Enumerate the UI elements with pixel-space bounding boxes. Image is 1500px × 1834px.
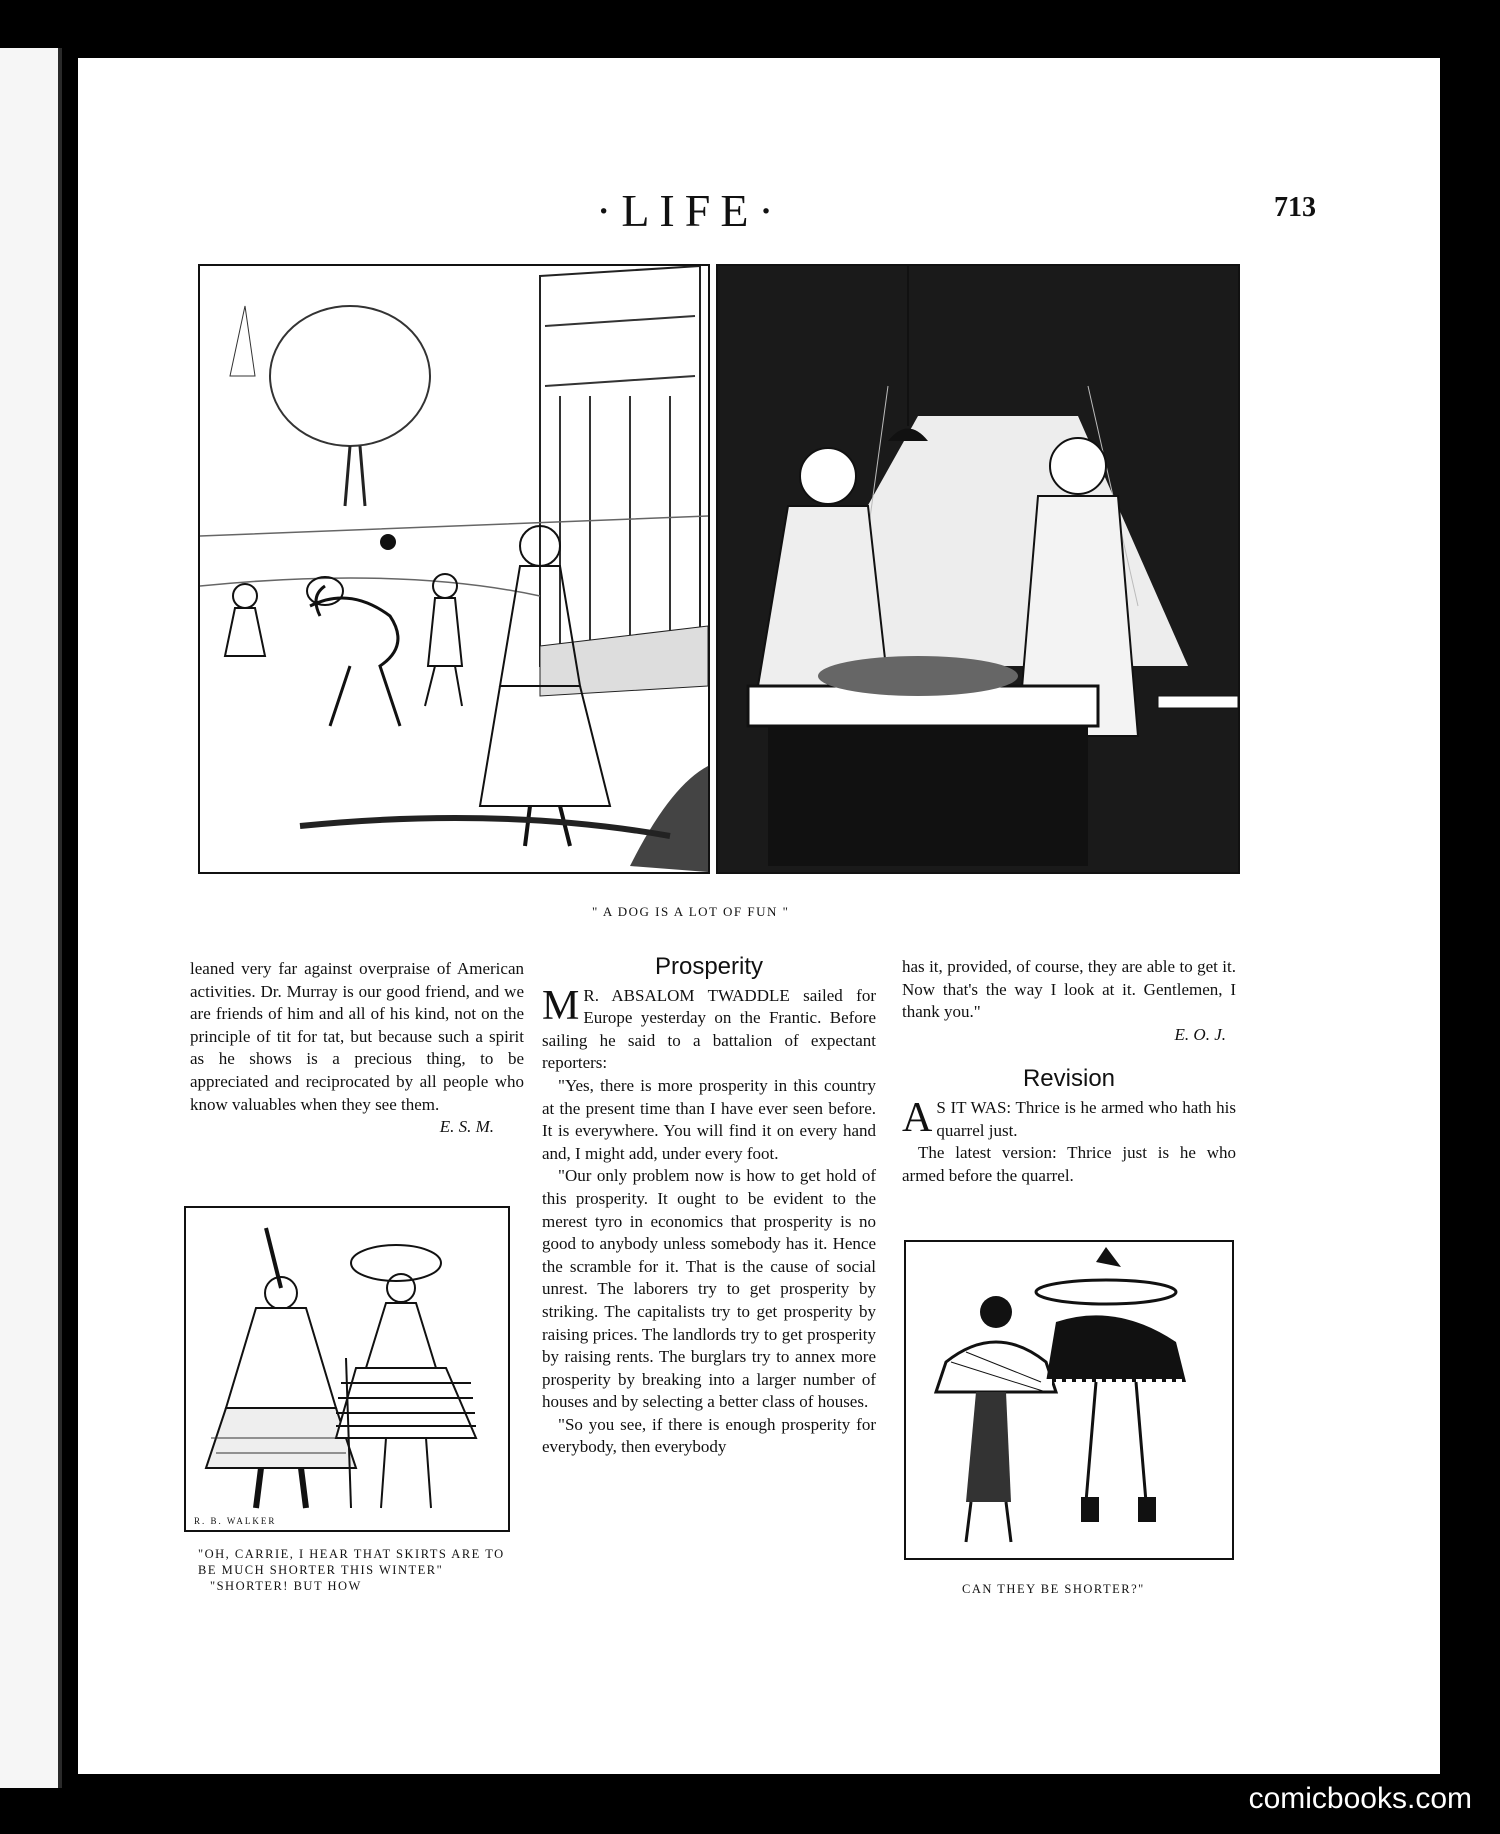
illustration-surgery	[716, 264, 1240, 874]
magazine-page	[78, 58, 1440, 1774]
two-ladies-drawing	[906, 1242, 1232, 1558]
article-heading-prosperity: Prosperity	[654, 953, 764, 980]
revision-paragraph-1	[902, 1094, 1236, 1142]
cartoon-caption-right: CAN THEY BE SHORTER?"	[962, 1582, 1145, 1596]
column-left	[190, 958, 524, 1139]
revision-paragraph-2: The latest version: Thrice just is he who armed before the quarrel.	[902, 1143, 1236, 1185]
caption-left-line2: "SHORTER! BUT HOW	[210, 1579, 362, 1593]
prosperity-continued: has it, provided, of course, they are able to get it. Now that's the way I look at it. Gentlemen, I thank you."	[902, 957, 1236, 1022]
two-women-drawing	[186, 1208, 508, 1530]
illustration-dog-playing	[198, 264, 710, 874]
editorial-paragraph: leaned very far against overpraise of American activities. Dr. Murray is our good friend, and we are friends of him and all of his kind, not on the principle of tit for tat, but because such a spirit as he shows is a precious thing, to be appreciated and reciprocated by all people who know valuables when they see them.	[190, 959, 524, 1114]
prosperity-paragraph-2: "Yes, there is more prosperity in this country at the present time than I have ever seen before. It is everywhere. You will find it on every hand and, I might add, under every foot.	[542, 1075, 876, 1163]
column-right	[902, 956, 1236, 1187]
prosperity-paragraph-4: "So you see, if there is enough prosperity for everybody, then everybody	[542, 1414, 876, 1457]
illustration-two-women	[184, 1206, 510, 1532]
page-number: 713	[1274, 192, 1316, 223]
artist-signature: R. B. WALKER	[194, 1516, 277, 1526]
article-heading-revision: Revision	[1022, 1065, 1116, 1093]
caption-left-line1: "OH, CARRIE, I HEAR THAT SKIRTS ARE TO BE MUCH SHORTER THIS WINTER"	[198, 1547, 505, 1577]
binding-gutter	[0, 48, 62, 1788]
prosperity-paragraph-1	[542, 982, 876, 1075]
cartoon-caption-top: " A DOG IS A LOT OF FUN "	[592, 904, 790, 919]
prosperity-p1-text: R. ABSALOM TWADDLE sailed for Europe yesterday on the Frantic. Before sailing he said to a battalion of expectant reporters:	[542, 985, 876, 1073]
dropcap-m: M	[542, 982, 580, 1029]
signature-eoj: E. O. J.	[1174, 1024, 1226, 1044]
dog-playing-drawing	[200, 266, 708, 872]
surgery-drawing	[718, 266, 1238, 872]
column-middle	[542, 953, 876, 1459]
revision-p1-text: S IT WAS: Thrice is he armed who hath his quarrel just.	[936, 1097, 1236, 1140]
watermark: comicbooks.com	[1248, 1782, 1472, 1815]
illustration-two-ladies-coats	[904, 1240, 1234, 1560]
dropcap-a: A	[902, 1094, 933, 1141]
signature-esm: E. S. M.	[439, 1117, 494, 1137]
cartoon-caption-left	[198, 1546, 528, 1594]
prosperity-paragraph-3: "Our only problem now is how to get hold of this prosperity. It ought to be evident to the merest tyro in economics that prosperity is no good to anybody unless somebody has it. Hence the scramble for it. That is the cause of social unrest. The laborers try to get prosperity by striking. The capitalists try to get prosperity by raising prices. The landlords try to get prosperity by raising rents. The burglars try to annex more prosperity by breaking into a larger number of houses and by selecting a better class of houses.	[542, 1166, 876, 1412]
page-title: ·LIFE·	[596, 185, 784, 236]
